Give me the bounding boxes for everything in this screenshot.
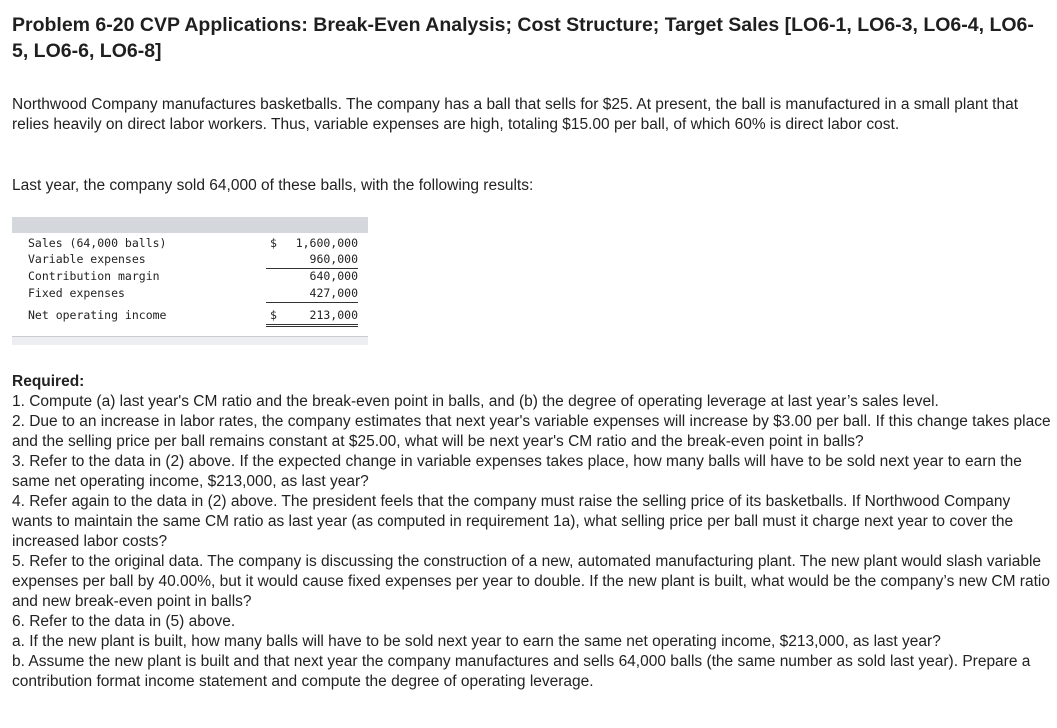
table-row-net-operating-income [12, 307, 368, 324]
row-amount: 1,600,000 [295, 236, 358, 250]
table-row-variable-expenses [12, 251, 368, 268]
row-amount: 213,000 [309, 308, 358, 322]
table-header-band [12, 217, 368, 233]
table-row-sales [12, 235, 368, 252]
requirement-1: 1. Compute (a) last year's CM ratio and the break-even point in balls, and (b) the degree of operating leverage at last year’s sales level. [12, 393, 939, 410]
currency-symbol: $ [270, 308, 277, 322]
required-heading: Required: [12, 373, 85, 390]
required-section [12, 372, 1052, 692]
row-label: Fixed expenses [28, 286, 125, 300]
income-statement-table [12, 217, 368, 344]
table-footer-band [12, 336, 368, 345]
row-label: Net operating income [28, 308, 167, 322]
problem-title: Problem 6-20 CVP Applications: Break-Even Analysis; Cost Structure; Target Sales [LO6-1, LO6-3, LO6-4, LO6-5, LO6-6, LO6-8] [12, 14, 1034, 62]
intro-paragraph: Northwood Company manufactures basketballs. The company has a ball that sells for $25. At present, the ball is manufactured in a small plant that relies heavily on direct labor workers. Thus, variable expenses are high, totaling $15.00 per ball, of which 60% is direct labor cost. [12, 96, 1019, 133]
row-label: Sales (64,000 balls) [28, 236, 167, 250]
last-year-paragraph: Last year, the company sold 64,000 of these balls, with the following results: [12, 177, 534, 194]
requirement-6a: a. If the new plant is built, how many balls will have to be sold next year to earn the same net operating income, $213,000, as last year? [12, 633, 941, 650]
row-amount: 427,000 [309, 286, 358, 300]
requirement-3: 3. Refer to the data in (2) above. If the expected change in variable expenses takes place, how many balls will have to be sold next year to earn the same net operating income, $213,000, as last year? [12, 453, 1022, 490]
row-label: Variable expenses [28, 252, 146, 266]
requirement-6: 6. Refer to the data in (5) above. [12, 613, 236, 630]
requirement-5: 5. Refer to the original data. The company is discussing the construction of a new, automated manufacturing plant. The new plant would slash variable expenses per ball by 40.00%, but it would cause fixed expenses per year to double. If the new plant is built, what would be the company’s new CM ratio and new break-even point in balls? [12, 553, 1050, 610]
table-row-fixed-expenses [12, 285, 368, 302]
table-row-contribution-margin [12, 268, 368, 285]
requirement-2: 2. Due to an increase in labor rates, the company estimates that next year's variable expenses will increase by $3.00 per ball. If this change takes place and the selling price per ball remains constant at $25.00, what will be next year's CM ratio and the break-even point in balls? [12, 413, 1051, 450]
currency-symbol: $ [270, 236, 277, 250]
row-amount: 640,000 [309, 269, 358, 283]
row-label: Contribution margin [28, 269, 160, 283]
row-amount: 960,000 [309, 252, 358, 266]
requirement-4: 4. Refer again to the data in (2) above. The president feels that the company must raise the selling price of its basketballs. If Northwood Company wants to maintain the same CM ratio as last year (as computed in requirement 1a), what selling price per ball must it charge next year to cover the increased labor costs? [12, 493, 1014, 550]
requirement-6b: b. Assume the new plant is built and that next year the company manufactures and sells 64,000 balls (the same number as sold last year). Prepare a contribution format income statement and compute the degree of operating leverage. [12, 653, 1031, 690]
